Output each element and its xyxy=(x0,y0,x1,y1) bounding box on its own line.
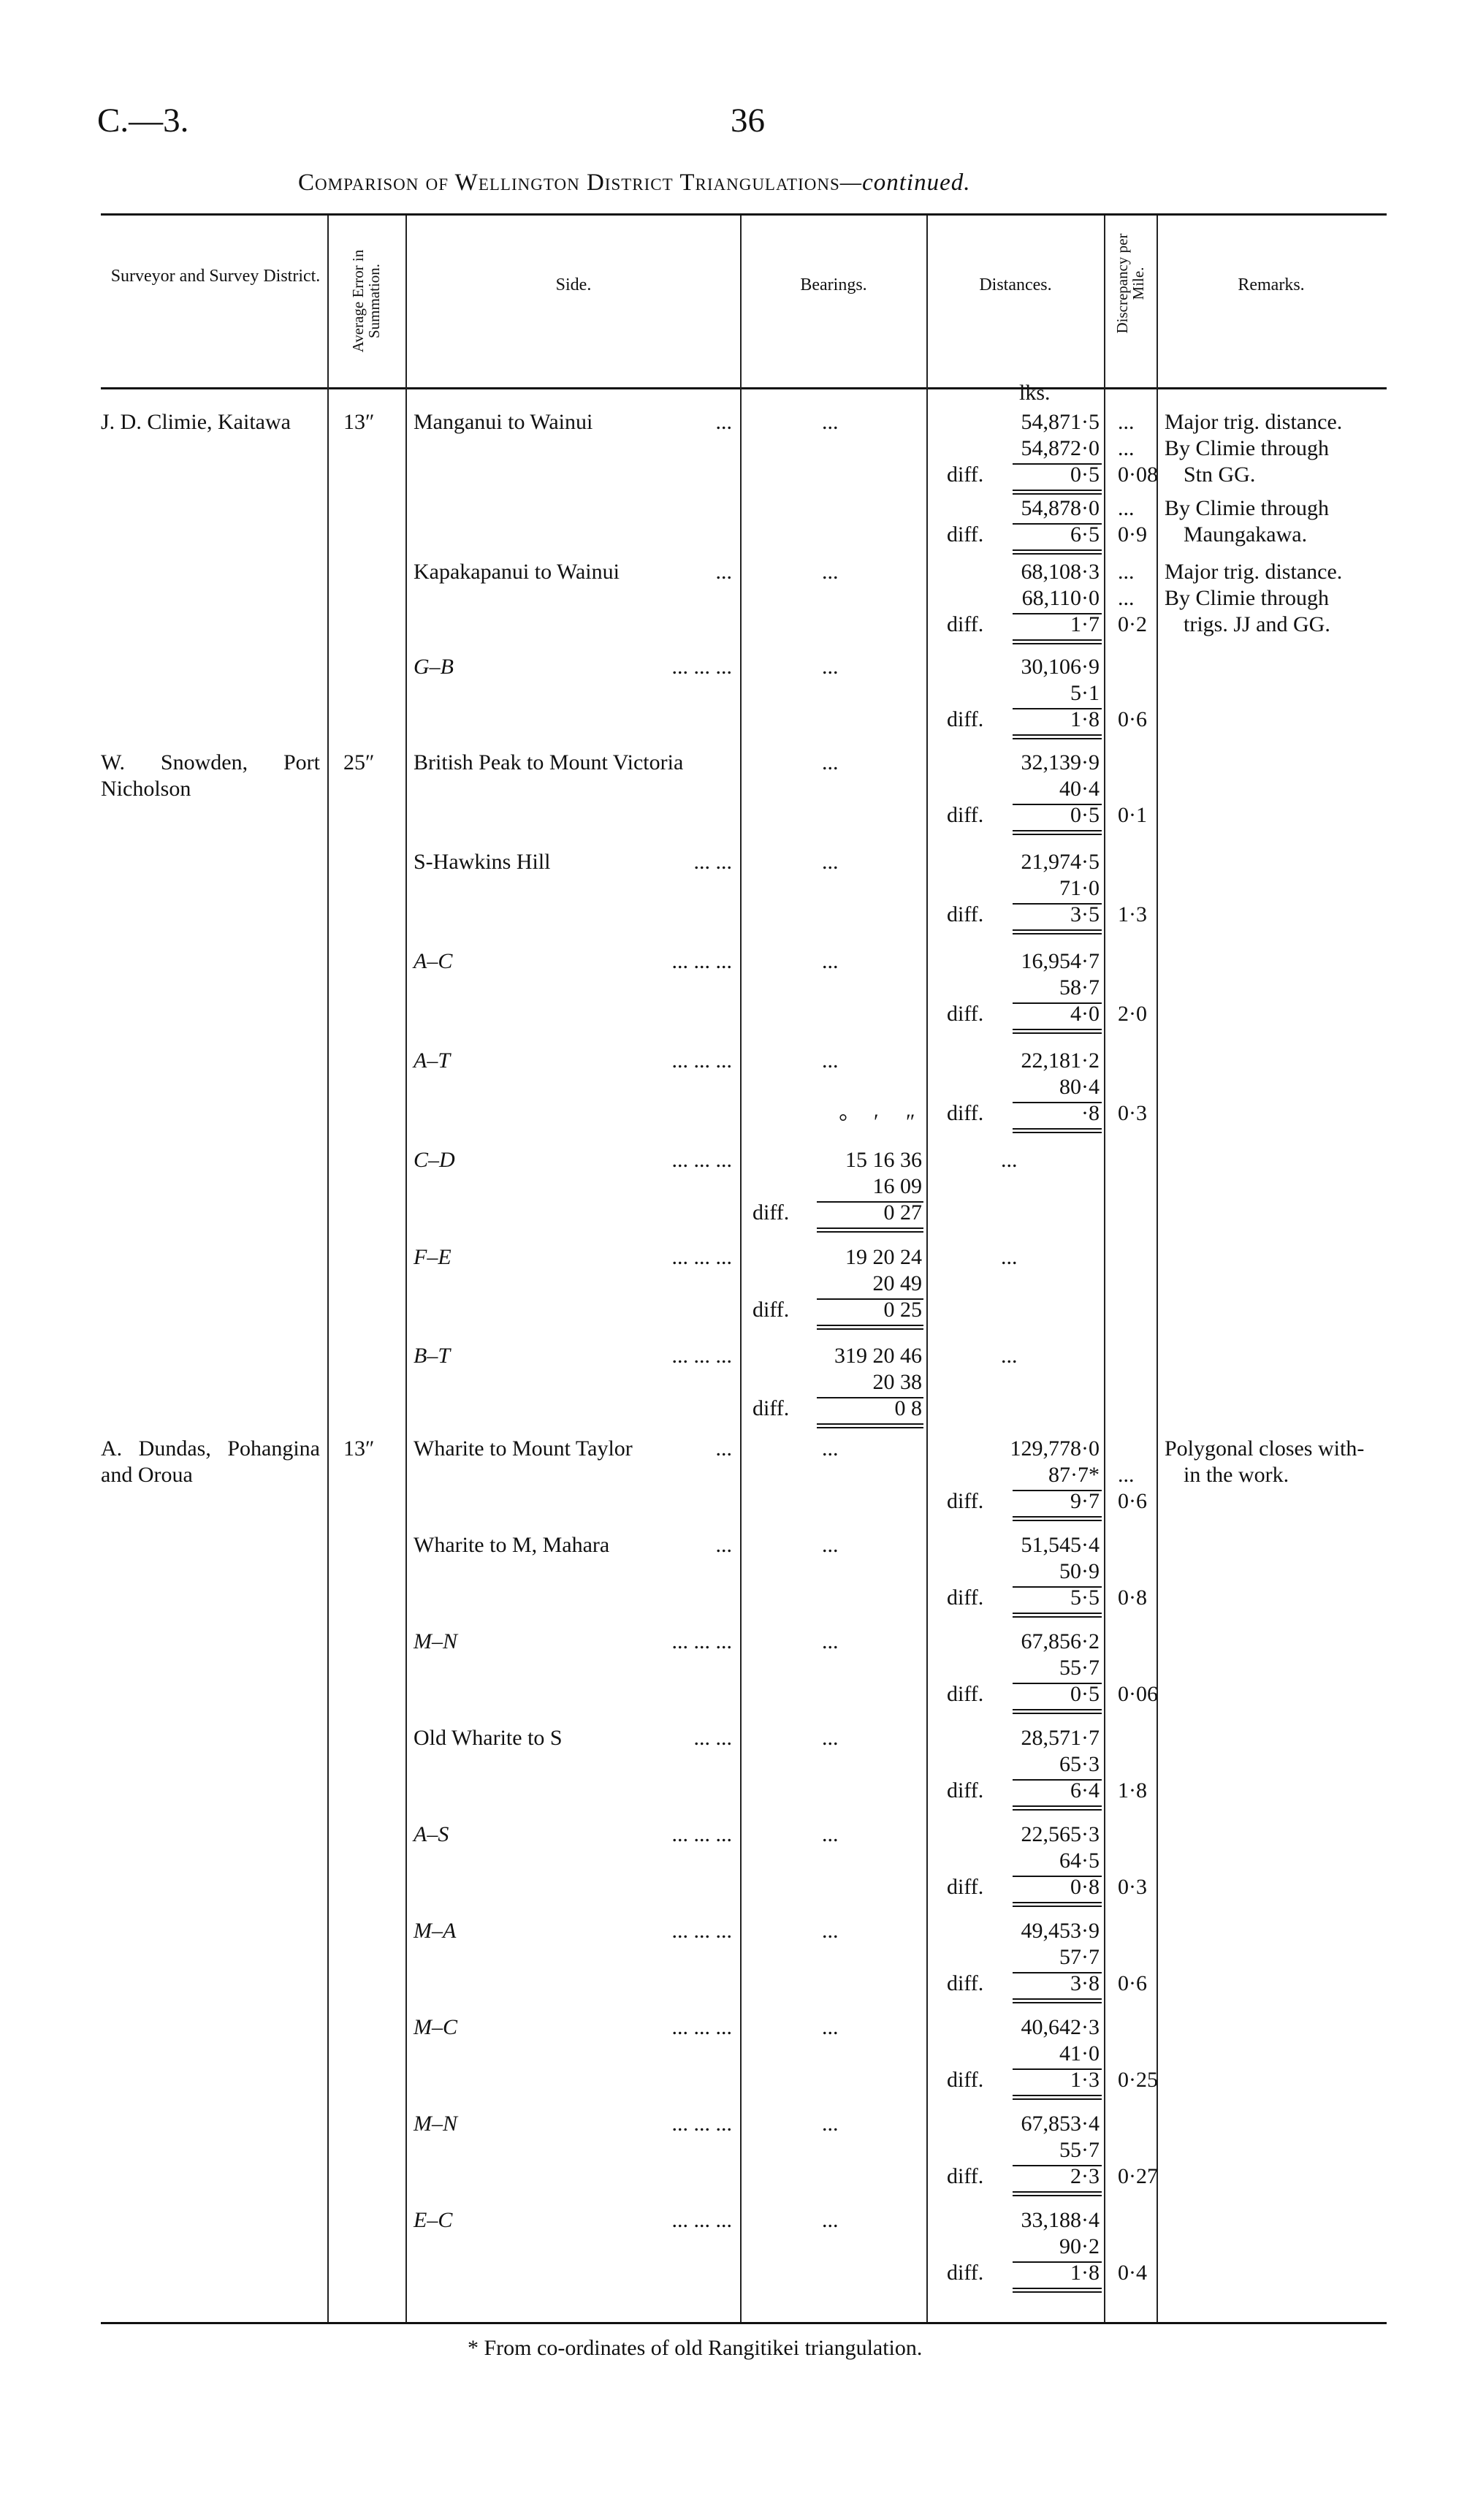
discrepancy-value: 0·6 xyxy=(1118,707,1147,731)
side-label: B–T xyxy=(414,1344,451,1368)
distance-value: 68,108·3 xyxy=(1021,560,1100,584)
bearing-diff-double-rule xyxy=(817,1328,923,1330)
diff-label: diff. xyxy=(947,2164,984,2188)
leader-dots: ... ... ... xyxy=(671,2112,732,2136)
distance-diff-double-rule xyxy=(1013,830,1102,831)
distance-value: 87·7* xyxy=(1048,1463,1100,1487)
leader-dots: ... xyxy=(715,1533,732,1557)
distance-value: 54,878·0 xyxy=(1021,496,1100,520)
doc-code: C.—3. xyxy=(97,102,189,140)
distance-value: 54,871·5 xyxy=(1021,410,1100,434)
distance-value: 64·5 xyxy=(1059,1849,1100,1873)
bearing-diff-value: 0 8 xyxy=(894,1396,922,1420)
side-label: M–N xyxy=(414,2112,457,2136)
distance-value: 28,571·7 xyxy=(1021,1726,1100,1750)
diff-label: diff. xyxy=(752,1200,790,1225)
bearing-dots: ... xyxy=(822,410,839,434)
distance-diff-double-rule xyxy=(1013,1809,1102,1811)
distance-diff-double-rule xyxy=(1013,2291,1102,2293)
distance-diff-double-rule xyxy=(1013,1805,1102,1807)
diff-label: diff. xyxy=(947,1682,984,1706)
page-title xyxy=(298,170,971,197)
table-bottom-rule xyxy=(101,2322,1387,2324)
bearing-dots: ... xyxy=(822,2208,839,2232)
distance-diff-double-rule xyxy=(1013,553,1102,555)
distance-diff-value: 1·3 xyxy=(1070,2068,1100,2092)
bearing-diff-value: 0 27 xyxy=(883,1200,922,1225)
distance-value: 57·7 xyxy=(1059,1945,1100,1969)
distance-diff-double-rule xyxy=(1013,734,1102,736)
page-number: 36 xyxy=(731,102,765,140)
remark-line: Stn GG. xyxy=(1184,462,1256,487)
side-label: Manganui to Wainui xyxy=(414,410,593,434)
bearing-diff-double-rule xyxy=(817,1231,923,1233)
col-divider-1 xyxy=(327,216,329,2322)
side-label: British Peak to Mount Victoria xyxy=(414,750,684,774)
distance-value: 54,872·0 xyxy=(1021,436,1100,460)
remark-line: trigs. JJ and GG. xyxy=(1184,612,1330,636)
side-label: S-Hawkins Hill xyxy=(414,850,551,874)
remark-line: By Climie through xyxy=(1165,586,1329,610)
distance-diff-double-rule xyxy=(1013,1029,1102,1030)
diff-label: diff. xyxy=(947,1002,984,1026)
distance-diff-double-rule xyxy=(1013,1998,1102,2000)
distance-diff-double-rule xyxy=(1013,2288,1102,2289)
discrepancy-value: ... xyxy=(1118,496,1135,520)
distance-diff-double-rule xyxy=(1013,1709,1102,1710)
distance-value: 30,106·9 xyxy=(1021,655,1100,679)
distance-diff-double-rule xyxy=(1013,2195,1102,2196)
title-text: Comparison of Wellington District Triangulations xyxy=(298,170,840,196)
distance-diff-double-rule xyxy=(1013,1128,1102,1130)
bearing-dots: ... xyxy=(822,2015,839,2039)
unit-minutes: ′ xyxy=(874,1110,879,1134)
discrepancy-value: 0·06 xyxy=(1118,1682,1158,1706)
leader-dots: ... ... ... xyxy=(671,2208,732,2232)
distance-diff-double-rule xyxy=(1013,2191,1102,2193)
distance-diff-double-rule xyxy=(1013,2095,1102,2096)
bearing-value: 15 16 36 xyxy=(845,1148,922,1172)
diff-label: diff. xyxy=(947,2261,984,2285)
diff-label: diff. xyxy=(752,1396,790,1420)
leader-dots: ... xyxy=(715,410,732,434)
distance-diff-value: 9·7 xyxy=(1070,1489,1100,1513)
col-header-discrepancy: Discrepancy per Mile. xyxy=(1113,233,1147,334)
bearing-dots: ... xyxy=(822,560,839,584)
side-label: M–C xyxy=(414,2015,457,2039)
diff-label: diff. xyxy=(752,1298,790,1322)
leader-dots: ... ... ... xyxy=(671,1148,732,1172)
bearing-diff-double-rule xyxy=(817,1227,923,1229)
distance-value: 21,974·5 xyxy=(1021,850,1100,874)
distance-diff-double-rule xyxy=(1013,1713,1102,1714)
bearing-dots: ... xyxy=(822,850,839,874)
leader-dots: ... ... xyxy=(693,850,732,874)
distance-diff-value: 1·7 xyxy=(1070,612,1100,636)
distance-diff-double-rule xyxy=(1013,1902,1102,1903)
distance-value: 67,853·4 xyxy=(1021,2112,1100,2136)
discrepancy-value: 0·3 xyxy=(1118,1101,1147,1125)
leader-dots: ... ... ... xyxy=(671,1245,732,1269)
col-header-surveyor: Surveyor and Survey District. xyxy=(110,267,321,286)
side-label: A–S xyxy=(414,1822,449,1846)
distance-diff-value: 6·4 xyxy=(1070,1778,1100,1803)
header-bottom-rule xyxy=(101,387,1387,389)
distance-value: 129,778·0 xyxy=(1010,1436,1100,1461)
col-header-remarks: Remarks. xyxy=(1238,275,1305,294)
leader-dots: ... ... ... xyxy=(671,1629,732,1653)
side-label: Wharite to M, Mahara xyxy=(414,1533,610,1557)
diff-label: diff. xyxy=(947,803,984,827)
col-divider-4 xyxy=(926,216,928,2322)
average-error: 25″ xyxy=(343,750,375,774)
distance-diff-double-rule xyxy=(1013,834,1102,835)
col-divider-3 xyxy=(740,216,742,2322)
distance-value: 49,453·9 xyxy=(1021,1919,1100,1943)
distance-value: 32,139·9 xyxy=(1021,750,1100,774)
distance-value: 67,856·2 xyxy=(1021,1629,1100,1653)
discrepancy-value: 0·2 xyxy=(1118,612,1147,636)
distance-diff-double-rule xyxy=(1013,1516,1102,1518)
discrepancy-value: 0·8 xyxy=(1118,1586,1147,1610)
diff-label: diff. xyxy=(947,1971,984,1995)
distance-diff-double-rule xyxy=(1013,1613,1102,1614)
side-label: Kapakapanui to Wainui xyxy=(414,560,620,584)
distance-diff-value: 0·5 xyxy=(1070,803,1100,827)
leader-dots: ... ... ... xyxy=(671,1919,732,1943)
distance-dots: ... xyxy=(1001,1245,1018,1269)
discrepancy-value: ... xyxy=(1118,1463,1135,1487)
distance-value: 40·4 xyxy=(1059,777,1100,801)
distance-diff-double-rule xyxy=(1013,639,1102,641)
leader-dots: ... ... ... xyxy=(671,949,732,973)
leader-dots: ... ... ... xyxy=(671,2015,732,2039)
diff-label: diff. xyxy=(947,1586,984,1610)
leader-dots: ... ... ... xyxy=(671,1822,732,1846)
leader-dots: ... xyxy=(715,1436,732,1461)
remark-line: By Climie through xyxy=(1165,496,1329,520)
distance-value: 33,188·4 xyxy=(1021,2208,1100,2232)
title-continued: —continued. xyxy=(839,170,971,196)
distance-diff-double-rule xyxy=(1013,490,1102,491)
side-label: F–E xyxy=(414,1245,451,1269)
diff-label: diff. xyxy=(947,612,984,636)
diff-label: diff. xyxy=(947,902,984,926)
distance-diff-value: 4·0 xyxy=(1070,1002,1100,1026)
side-label: G–B xyxy=(414,655,454,679)
bearing-value: 19 20 24 xyxy=(845,1245,922,1269)
col-header-side: Side. xyxy=(555,275,592,294)
distance-diff-double-rule xyxy=(1013,929,1102,931)
bearing-dots: ... xyxy=(822,2112,839,2136)
remark-line: Major trig. distance. xyxy=(1165,410,1343,434)
leader-dots: ... ... ... xyxy=(671,1344,732,1368)
bearing-dots: ... xyxy=(822,1726,839,1750)
distance-value: 16,954·7 xyxy=(1021,949,1100,973)
remark-line: Polygonal closes with- xyxy=(1165,1436,1365,1461)
distance-diff-value: 6·5 xyxy=(1070,522,1100,547)
leader-dots: ... xyxy=(715,560,732,584)
bearing-dots: ... xyxy=(822,1919,839,1943)
discrepancy-value: 1·3 xyxy=(1118,902,1147,926)
distance-value: 58·7 xyxy=(1059,975,1100,1000)
distance-diff-value: 5·5 xyxy=(1070,1586,1100,1610)
distance-diff-double-rule xyxy=(1013,493,1102,495)
distance-diff-double-rule xyxy=(1013,933,1102,934)
discrepancy-value: 0·6 xyxy=(1118,1971,1147,1995)
discrepancy-value: 2·0 xyxy=(1118,1002,1147,1026)
distance-diff-value: 2·3 xyxy=(1070,2164,1100,2188)
diff-label: diff. xyxy=(947,1101,984,1125)
discrepancy-value: 0·4 xyxy=(1118,2261,1147,2285)
bearing-dots: ... xyxy=(822,750,839,774)
diff-label: diff. xyxy=(947,522,984,547)
side-label: Wharite to Mount Taylor xyxy=(414,1436,633,1461)
side-label: C–D xyxy=(414,1148,455,1172)
unit-seconds: ″ xyxy=(906,1110,915,1134)
distance-diff-value: 0·5 xyxy=(1070,462,1100,487)
bearing-value: 20 49 xyxy=(872,1271,922,1295)
distance-diff-value: 3·8 xyxy=(1070,1971,1100,1995)
distance-value: 41·0 xyxy=(1059,2041,1100,2066)
discrepancy-value: ... xyxy=(1118,410,1135,434)
distance-value: 22,565·3 xyxy=(1021,1822,1100,1846)
bearing-dots: ... xyxy=(822,1629,839,1653)
discrepancy-value: 0·6 xyxy=(1118,1489,1147,1513)
unit-degrees: ° xyxy=(839,1110,847,1134)
distance-diff-double-rule xyxy=(1013,1616,1102,1618)
distance-value: 90·2 xyxy=(1059,2234,1100,2258)
side-label: A–C xyxy=(414,949,453,973)
distance-value: 80·4 xyxy=(1059,1075,1100,1099)
leader-dots: ... ... ... xyxy=(671,655,732,679)
col-header-bearings: Bearings. xyxy=(800,275,867,294)
bearing-dots: ... xyxy=(822,1533,839,1557)
bearing-value: 16 09 xyxy=(872,1174,922,1198)
remark-line: in the work. xyxy=(1184,1463,1289,1487)
surveyor-name: A. Dundas, Pohangina and Oroua xyxy=(101,1436,320,1487)
leader-dots: ... ... ... xyxy=(671,1048,732,1073)
col-header-distances: Distances. xyxy=(979,275,1052,294)
discrepancy-value: 0·9 xyxy=(1118,522,1147,547)
side-label: M–N xyxy=(414,1629,457,1653)
side-label: E–C xyxy=(414,2208,453,2232)
distance-diff-double-rule xyxy=(1013,2002,1102,2003)
table-top-rule xyxy=(101,213,1387,216)
col-divider-6 xyxy=(1157,216,1158,2322)
diff-label: diff. xyxy=(947,462,984,487)
remark-line: Maungakawa. xyxy=(1184,522,1308,547)
bearing-dots: ... xyxy=(822,655,839,679)
distance-value: 65·3 xyxy=(1059,1752,1100,1776)
side-label: Old Wharite to S xyxy=(414,1726,563,1750)
discrepancy-value: 1·8 xyxy=(1118,1778,1147,1803)
bearing-value: 20 38 xyxy=(872,1370,922,1394)
diff-label: diff. xyxy=(947,1778,984,1803)
distance-diff-value: ·8 xyxy=(1081,1101,1100,1125)
discrepancy-value: 0·08 xyxy=(1118,462,1158,487)
bearing-value: 319 20 46 xyxy=(834,1344,922,1368)
distance-value: 40,642·3 xyxy=(1021,2015,1100,2039)
side-label: M–A xyxy=(414,1919,457,1943)
distance-diff-double-rule xyxy=(1013,1032,1102,1034)
discrepancy-value: ... xyxy=(1118,436,1135,460)
distance-diff-value: 1·8 xyxy=(1070,2261,1100,2285)
bearing-diff-double-rule xyxy=(817,1423,923,1425)
bearing-diff-double-rule xyxy=(817,1325,923,1326)
distance-value: 51,545·4 xyxy=(1021,1533,1100,1557)
col-divider-5 xyxy=(1104,216,1105,2322)
average-error: 13″ xyxy=(343,1436,375,1461)
distance-dots: ... xyxy=(1001,1148,1018,1172)
distance-value: 68,110·0 xyxy=(1021,586,1100,610)
surveyor-name: J. D. Climie, Kaitawa xyxy=(101,410,291,434)
distance-unit-links: lks. xyxy=(1019,381,1051,405)
distance-diff-double-rule xyxy=(1013,549,1102,551)
discrepancy-value: ... xyxy=(1118,560,1135,584)
diff-label: diff. xyxy=(947,1489,984,1513)
distance-diff-double-rule xyxy=(1013,738,1102,739)
distance-value: 55·7 xyxy=(1059,1656,1100,1680)
footnote: * From co-ordinates of old Rangitikei triangulation. xyxy=(468,2336,923,2360)
discrepancy-value: 0·3 xyxy=(1118,1875,1147,1899)
distance-diff-value: 1·8 xyxy=(1070,707,1100,731)
col-divider-2 xyxy=(405,216,407,2322)
bearing-diff-double-rule xyxy=(817,1427,923,1428)
remark-line: Major trig. distance. xyxy=(1165,560,1343,584)
surveyor-name: W. Snowden, Port Nicholson xyxy=(101,750,320,801)
bearing-dots: ... xyxy=(822,949,839,973)
distance-diff-double-rule xyxy=(1013,1132,1102,1133)
discrepancy-value: ... xyxy=(1118,586,1135,610)
discrepancy-value: 0·25 xyxy=(1118,2068,1158,2092)
discrepancy-value: 0·1 xyxy=(1118,803,1147,827)
bearing-dots: ... xyxy=(822,1048,839,1073)
average-error: 13″ xyxy=(343,410,375,434)
distance-diff-double-rule xyxy=(1013,1520,1102,1521)
distance-value: 5·1 xyxy=(1070,681,1100,705)
bearing-dots: ... xyxy=(822,1436,839,1461)
distance-diff-value: 0·8 xyxy=(1070,1875,1100,1899)
diff-label: diff. xyxy=(947,1875,984,1899)
diff-label: diff. xyxy=(947,2068,984,2092)
distance-value: 22,181·2 xyxy=(1021,1048,1100,1073)
discrepancy-value: 0·27 xyxy=(1118,2164,1158,2188)
bearing-dots: ... xyxy=(822,1822,839,1846)
distance-value: 50·9 xyxy=(1059,1559,1100,1583)
distance-value: 71·0 xyxy=(1059,876,1100,900)
side-label: A–T xyxy=(414,1048,451,1073)
distance-diff-double-rule xyxy=(1013,643,1102,644)
leader-dots: ... ... xyxy=(693,1726,732,1750)
distance-value: 55·7 xyxy=(1059,2138,1100,2162)
remark-line: By Climie through xyxy=(1165,436,1329,460)
distance-diff-double-rule xyxy=(1013,2098,1102,2100)
distance-diff-double-rule xyxy=(1013,1906,1102,1907)
distance-diff-value: 0·5 xyxy=(1070,1682,1100,1706)
distance-dots: ... xyxy=(1001,1344,1018,1368)
col-header-avg-error: Average Error in Summation. xyxy=(349,249,383,353)
diff-label: diff. xyxy=(947,707,984,731)
distance-diff-value: 3·5 xyxy=(1070,902,1100,926)
bearing-diff-value: 0 25 xyxy=(883,1298,922,1322)
